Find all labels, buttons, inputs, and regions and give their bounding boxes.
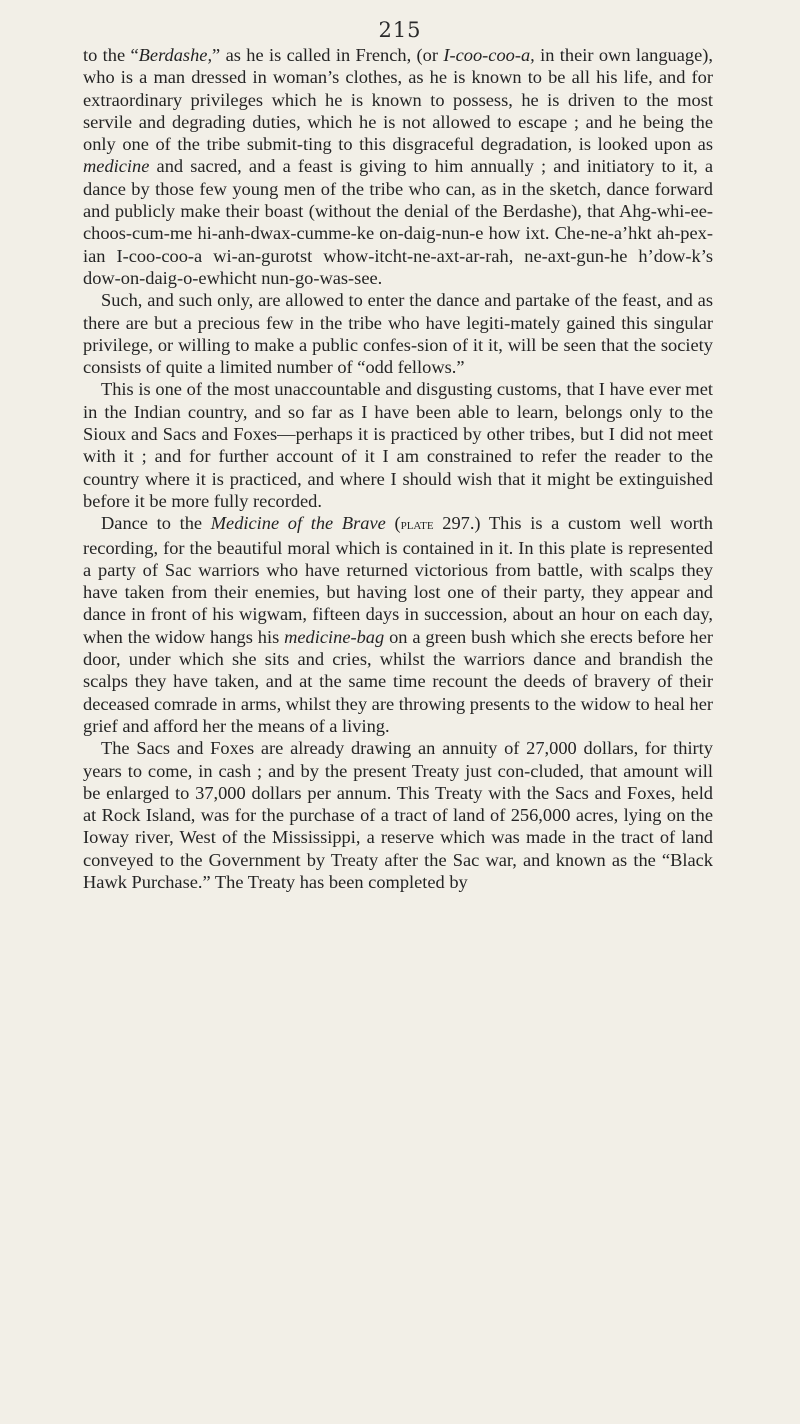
- italic-text: medicine-bag: [284, 626, 385, 647]
- italic-text: Berdashe,: [138, 45, 213, 65]
- paragraph: [83, 44, 713, 289]
- text-run: Such, and such only, are allowed to enter the dance and partake of the feast, and as there are but a precious few in the tribe who have legiti-mately gained this singular privilege, or willing to make a public confes-sion of it it, will be seen that the society consists of quite a limited number of “odd fellows.”: [83, 290, 713, 378]
- italic-text: Medicine of the Brave: [210, 513, 386, 534]
- text-run: in their own language), who is a man dressed in woman’s clothes, as he is known to be all his life, and for extraordinary privileges which he is known to possess, he is driven to the most servile and degrading duties, which he is not allowed to escape ; and he being the only one of the tribe submit-ting to this disgraceful degradation, is looked upon as: [83, 45, 713, 155]
- italic-text: I-coo-coo-a,: [443, 45, 535, 65]
- text-run: ” as he is called in French, (or: [212, 45, 444, 65]
- text-run: to the “: [83, 45, 139, 65]
- paragraph: [83, 737, 713, 893]
- paragraph: [83, 289, 713, 378]
- page-number: 215: [378, 18, 422, 42]
- text-run: The Sacs and Foxes are already drawing an annuity of 27,000 dollars, for thirty years to come, in cash ; and by the present Treaty just con-cluded, that amount will be enlarged to 37,000 dollars per annum. This Treaty with the Sacs and Foxes, held at Rock Island, was for the purchase of a tract of land of 256,000 acres, lying on the Ioway river, West of the Mississippi, a reserve which was made in the tract of land conveyed to the Government by Treaty after the Sac war, and known as the “Black Hawk Purchase.” The Treaty has been completed by: [83, 738, 713, 892]
- text-run: (: [385, 513, 401, 534]
- text-run: 297.) This is a custom well worth recording, for the beautiful moral which is contained in it. In this plate is represented a party of Sac warriors who have returned victorious from battle, with scalps they have taken from their enemies, but having lost one of their party, they appear and dance in front of his wigwam, fifteen days in succession, about an hour on each day, when the widow hangs his: [83, 513, 713, 647]
- text-run: Dance to the: [101, 513, 211, 534]
- text-run: and sacred, and a feast is giving to him annually ; and initiatory to it, a dance by those few young men of the tribe who can, as in the sketch, dance forward and publicly make their boast (without the denial of the Berdashe), that Ahg-whi-ee-choos-cum-me hi-anh-dwax-cumme-ke on-daig-nun-e how ixt. Che-ne-a’hkt ah-pex-ian I-coo-coo-a wi-an-gurotst whow-itcht-ne-axt-ar-rah, ne-axt-gun-he h’dow-k’s dow-on-daig-o-ewhicht nun-go-was-see.: [83, 156, 713, 288]
- smallcaps-text: plate: [400, 516, 434, 534]
- text-run: on a green bush which she erects before her door, under which she sits and cries, whilst the warriors dance and brandish the scalps they have taken, and at the same time recount the deeds of bravery of their deceased comrade in arms, whilst they are throwing presents to the widow to heal her grief and afford her the means of a living.: [83, 626, 713, 736]
- text-run: This is one of the most unaccountable and disgusting customs, that I have ever met in the Indian country, and so far as I have been able to learn, belongs only to the Sioux and Sacs and Foxes—perhaps it is practiced by other tribes, but I did not meet with it ; and for further account of it I am constrained to refer the reader to the country where it is practiced, and where I should wish that it might be extinguished before it be more fully recorded.: [83, 379, 713, 511]
- body-text: [83, 44, 713, 893]
- paragraph: [83, 378, 713, 512]
- italic-text: medicine: [83, 156, 150, 177]
- paragraph: [83, 512, 713, 737]
